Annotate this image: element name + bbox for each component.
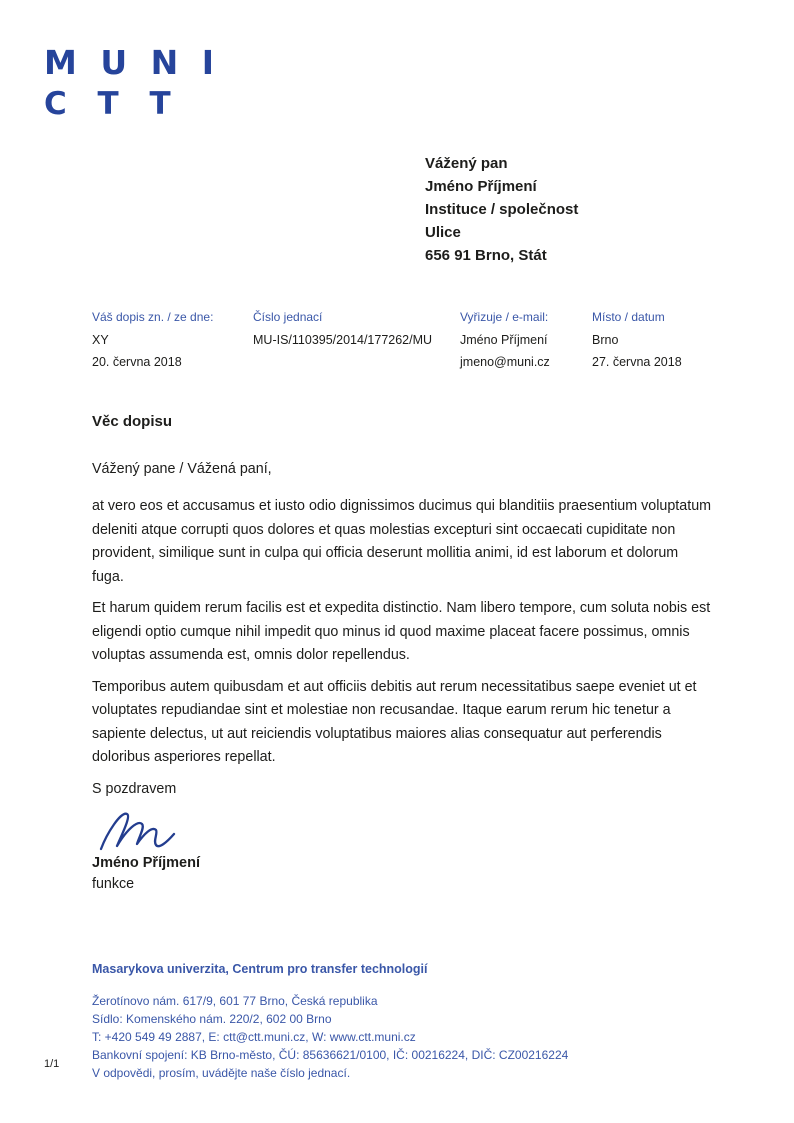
meta-label: Vyřizuje / e-mail:: [460, 310, 549, 324]
page-number: 1/1: [44, 1058, 60, 1070]
meta-value: Jméno Příjmení: [460, 333, 548, 347]
letter-body: [92, 410, 712, 895]
meta-label: Místo / datum: [592, 310, 665, 324]
signer-name: Jméno Příjmení: [92, 855, 200, 871]
meta-col-handled-by: [460, 306, 550, 373]
meta-value: MU-IS/110395/2014/177262/MU: [253, 333, 433, 347]
handwritten-signature-image: [94, 805, 712, 853]
meta-value: 27. června 2018: [592, 355, 682, 369]
footer-bank-line: Bankovní spojení: KB Brno-město, ČÚ: 85636621/0100, IČ: 00216224, DIČ: CZ00216224: [92, 1048, 569, 1062]
subject-line: Věc dopisu: [92, 413, 173, 430]
footer-seat-line: Sídlo: Komenského nám. 220/2, 602 00 Brno: [92, 1012, 332, 1026]
muni-logo: [44, 43, 220, 122]
meta-value: jmeno@muni.cz: [460, 355, 550, 369]
footer-contact-line: T: +420 549 49 2887, E: ctt@ctt.muni.cz, W: www.ctt.muni.cz: [92, 1030, 416, 1044]
signer-role: funkce: [92, 876, 135, 892]
meta-label: Váš dopis zn. / ze dne:: [92, 310, 214, 324]
closing-phrase: S pozdravem: [92, 780, 177, 797]
recipient-line: Vážený pan: [425, 155, 508, 172]
footer-note-line: V odpovědi, prosím, uvádějte naše číslo jednací.: [92, 1066, 351, 1080]
logo-ctt-text: C T T: [44, 86, 181, 122]
meta-value: 20. června 2018: [92, 355, 182, 369]
meta-value: Brno: [592, 333, 619, 347]
recipient-line: 656 91 Brno, Stát: [425, 247, 547, 264]
footer: [92, 962, 568, 1082]
recipient-line: Jméno Příjmení: [425, 178, 537, 195]
meta-col-place-date: [592, 306, 682, 373]
recipient-line: Ulice: [425, 224, 461, 241]
meta-label: Číslo jednací: [253, 310, 323, 324]
signature-stroke: [94, 805, 190, 853]
footer-organization: Masarykova univerzita, Centrum pro transfer technologií: [92, 962, 428, 976]
recipient-line: Instituce / společnost: [425, 201, 579, 218]
footer-address-line: Žerotínovo nám. 617/9, 601 77 Brno, Česká republika: [92, 994, 378, 1008]
meta-col-your-ref: [92, 306, 213, 373]
logo-muni-text: M U N I: [44, 43, 220, 82]
body-paragraph: at vero eos et accusamus et iusto odio dignissimos ducimus qui blanditiis praesentium voluptatum deleniti atque corrupti quos dolores et quas molestias excepturi sint occaecati cupiditate non provident, similique sunt in culpa qui officia deserunt mollitia animi, id est laborum et dolorum fuga.: [92, 498, 712, 585]
salutation: Vážený pane / Vážená paní,: [92, 460, 272, 477]
meta-value: XY: [92, 333, 109, 347]
meta-col-ref-number: [253, 306, 432, 351]
body-paragraph: Et harum quidem rerum facilis est et expedita distinctio. Nam libero tempore, cum soluta nobis est eligendi optio cumque nihil impedit quo minus id quod maxime placeat facere possimus, omnis voluptas assumenda est, omnis dolor repellendus.: [92, 600, 711, 663]
body-paragraph: Temporibus autem quibusdam et aut officiis debitis aut rerum necessitatibus saepe eveniet ut et voluptates repudiandae sint et molestiae non recusandae. Itaque earum rerum hic tenetur a sapiente delectus, ut aut reiciendis voluptatibus maiores alias consequatur aut perferendis doloribus asperiores repellat.: [92, 678, 697, 765]
recipient-address-block: [425, 152, 578, 267]
